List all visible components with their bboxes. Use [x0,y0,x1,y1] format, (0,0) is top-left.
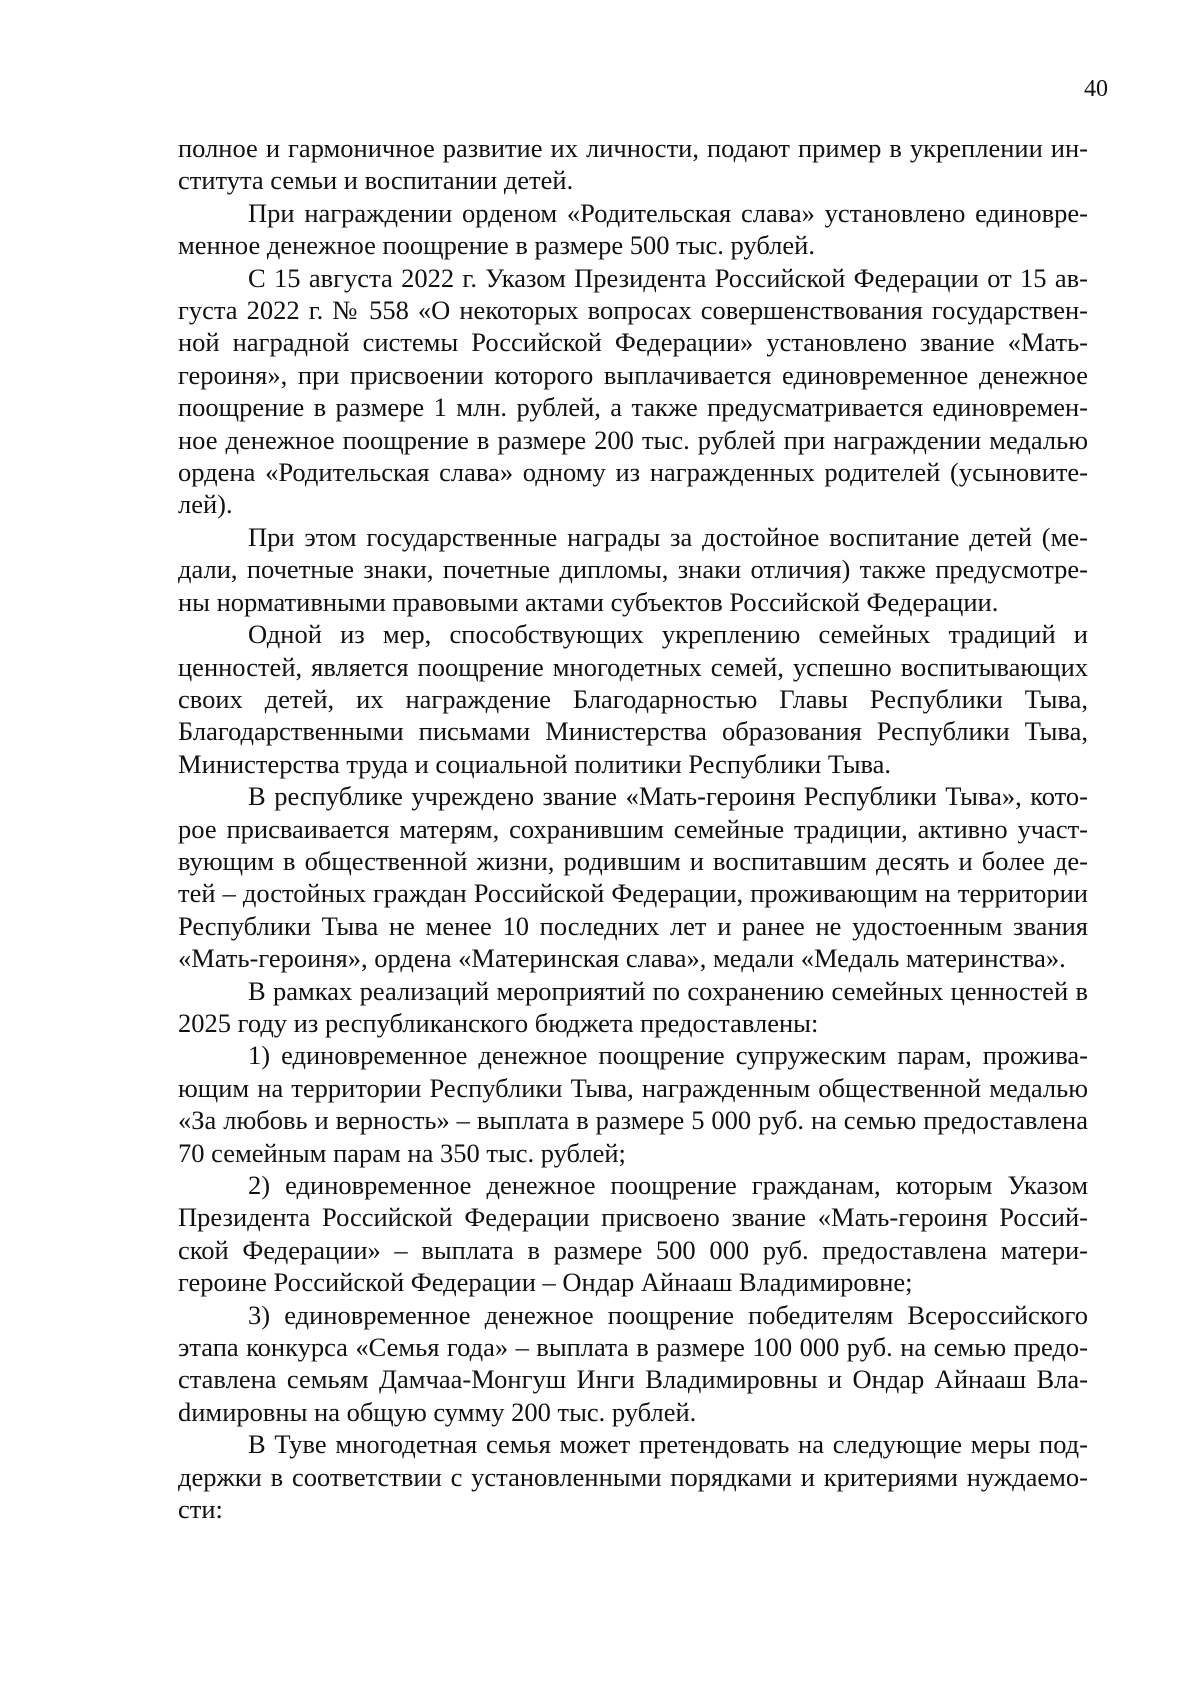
list-item-1: 1) единовременное денежное поощрение супружеским парам, проживающим на территории Республики Тыва, награжденным общественной медалью «За любовь и верность» – выплата в размере 5 000 руб. на семью предоставлена 70 семейным парам на 350 тыс. рублей; [178,1040,1088,1168]
paragraph-support-measures: В Туве многодетная семья может претендовать на следующие меры поддержки в соответствии с установленными порядками и критериями нуждаемости: [178,1429,1088,1525]
paragraph-mother-heroine-decree: С 15 августа 2022 г. Указом Президента Российской Федерации от 15 августа 2022 г. № 558 «О некоторых вопросах совершенствования государственной наградной системы Российской Федерации» установлено звание «Мать-героиня», при присвоении которого выплачивается единовременное денежное поощрение в размере 1 млн. рублей, а также предусматривается единовременное денежное поощрение в размере 200 тыс. рублей при награждении медалью ордена «Родительская слава» одному из награжденных родителей (усыновителей). [178,262,1088,520]
list-item-3: 3) единовременное денежное поощрение победителям Всероссийского этапа конкурса «Семья года» – выплата в размере 100 000 руб. на семью предоставлена семьям Дамчаа-Монгуш Инги Владимировны и Ондар Айнааш Влаdимировны на общую сумму 200 тыс. рублей. [178,1299,1088,1427]
paragraph-regional-awards: При этом государственные награды за достойное воспитание детей (медали, почетные знаки, почетные дипломы, знаки отличия) также предусмотрены нормативными правовыми актами субъектов Российской Федерации. [178,521,1088,617]
page-number: 40 [1084,76,1108,102]
document-body [178,132,1088,1525]
paragraph-republic-title: В республике учреждено звание «Мать-героиня Республики Тыва», которое присваивается матерям, сохранившим семейные традиции, активно участвующим в общественной жизни, родившим и воспитавшим десять и более детей – достойных граждан Российской Федерации, проживающим на территории Республики Тыва не менее 10 последних лет и ранее не удостоенным звания «Мать-героиня», ордена «Материнская слава», медали «Медаль материнства». [178,781,1088,974]
paragraph-order-award: При награждении орденом «Родительская слава» установлено единовременное денежное поощрение в размере 500 тыс. рублей. [178,197,1088,261]
paragraph-budget-intro: В рамках реализаций мероприятий по сохранению семейных ценностей в 2025 году из республиканского бюджета предоставлены: [178,975,1088,1038]
paragraph-continuation: полное и гармоничное развитие их личности, подают пример в укреплении института семьи и воспитании детей. [178,133,1088,196]
list-item-2: 2) единовременное денежное поощрение гражданам, которым Указом Президента Российской Федерации присвоено звание «Мать-героиня Российской Федерации» – выплата в размере 500 000 руб. предоставлена матери-героине Российской Федерации – Ондар Айнааш Владимировне; [178,1170,1088,1298]
paragraph-family-encouragement: Одной из мер, способствующих укреплению семейных традиций и ценностей, является поощрение многодетных семей, успешно воспитывающих своих детей, их награждение Благодарностью Главы Республики Тыва, Благодарственными письмами Министерства образования Республики Тыва, Министерства труда и социальной политики Республики Тыва. [178,619,1088,779]
